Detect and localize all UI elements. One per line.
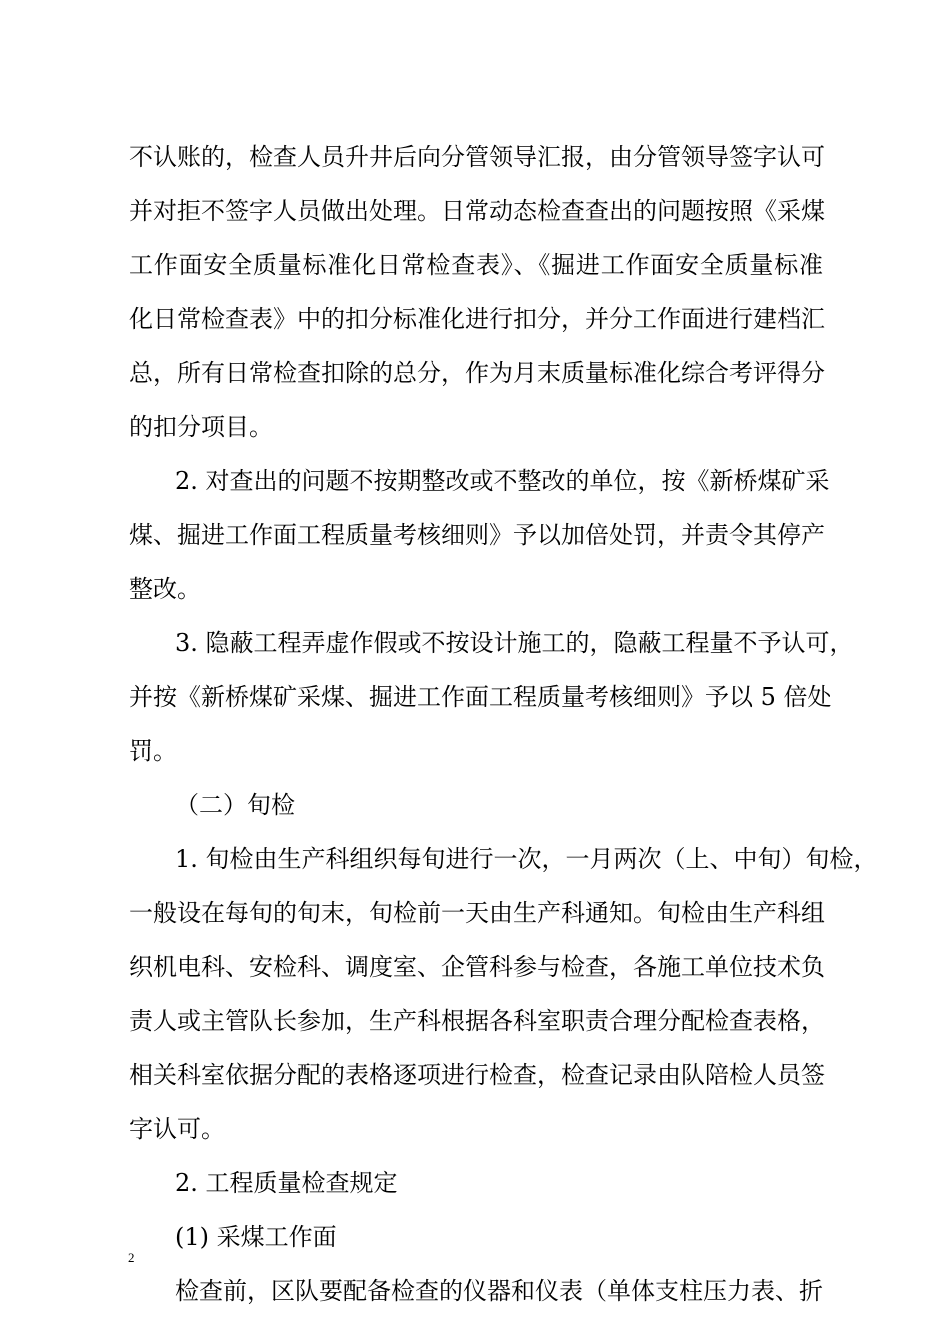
item-heading: (1) 采煤工作面 [175,1223,337,1251]
page-number: 2 [128,1250,135,1265]
text-line-17: 责人或主管队长参加，生产科根据各科室职责合理分配检查表格， [129,1007,825,1035]
text-line-22: 检查前，区队要配备检查的仪器和仪表（单体支柱压力表、折 [175,1277,823,1305]
text-line-8: 煤、掘进工作面工程质量考核细则》予以加倍处罚，并责令其停产 [129,521,825,549]
text-line-10: 3. 隐蔽工程弄虚作假或不按设计施工的，隐蔽工程量不予认可， [175,629,854,657]
text-line-5: 总，所有日常检查扣除的总分，作为月末质量标准化综合考评得分 [129,359,825,387]
text-line-9: 整改。 [129,575,201,603]
text-line-11: 并按《新桥煤矿采煤、掘进工作面工程质量考核细则》予以 5 倍处 [129,683,832,711]
subsection-heading: 2. 工程质量检查规定 [175,1169,398,1197]
text-line-19: 字认可。 [129,1115,225,1143]
text-line-6: 的扣分项目。 [129,413,273,441]
text-line-18: 相关科室依据分配的表格逐项进行检查，检查记录由队陪检人员签 [129,1061,825,1089]
text-line-14: 1. 旬检由生产科组织每旬进行一次，一月两次（上、中旬）旬检， [175,845,878,873]
section-heading: （二）旬检 [175,791,295,819]
text-line-2: 并对拒不签字人员做出处理。日常动态检查查出的问题按照《采煤 [129,197,825,225]
text-line-15: 一般设在每旬的旬末，旬检前一天由生产科通知。旬检由生产科组 [129,899,825,927]
text-line-16: 织机电科、安检科、调度室、企管科参与检查，各施工单位技术负 [129,953,825,981]
text-line-4: 化日常检查表》中的扣分标准化进行扣分，并分工作面进行建档汇 [129,305,825,333]
text-line-3: 工作面安全质量标准化日常检查表》、《掘进工作面安全质量标准 [129,251,823,279]
text-line-7: 2. 对查出的问题不按期整改或不整改的单位，按《新桥煤矿采 [175,467,830,495]
text-line-1: 不认账的，检查人员升井后向分管领导汇报，由分管领导签字认可 [129,143,825,171]
text-line-12: 罚。 [129,737,177,765]
